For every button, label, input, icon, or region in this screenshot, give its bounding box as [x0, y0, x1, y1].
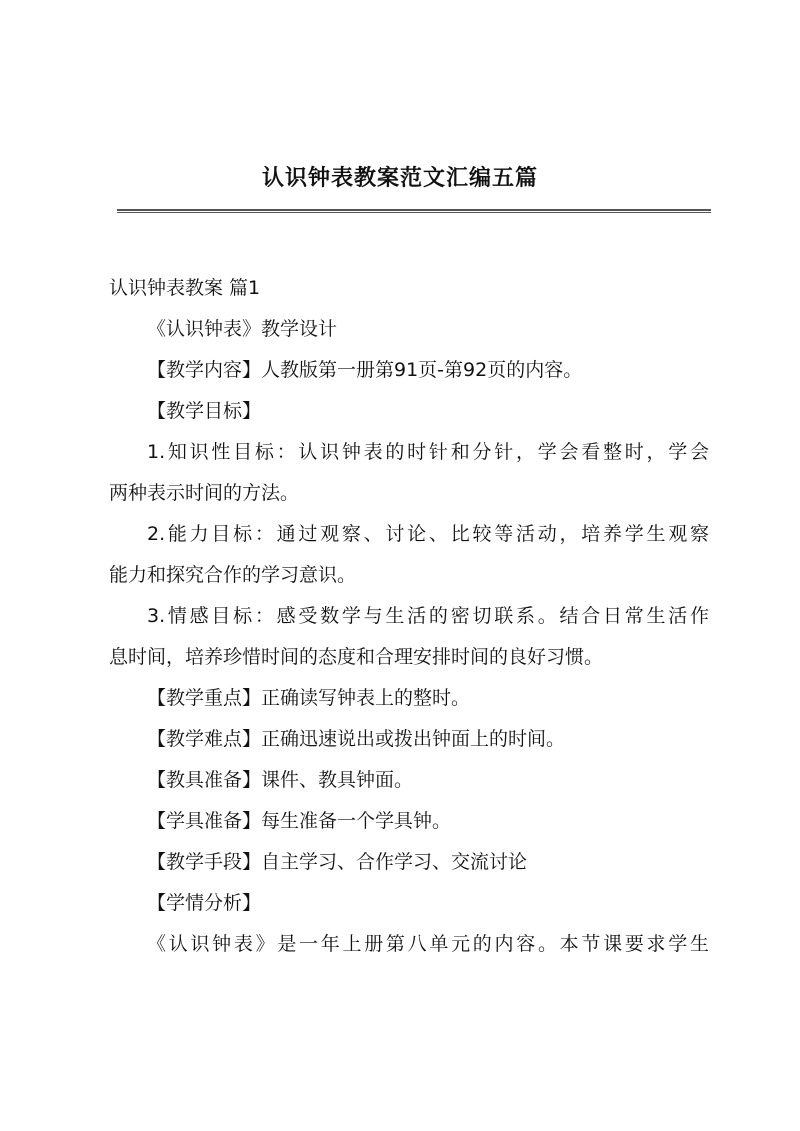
paragraph-line: 能力和探究合作的学习意识。: [109, 564, 357, 586]
paragraph-line: 【教学目标】: [147, 400, 262, 422]
paragraph-line: 2.能力目标：通过观察、讨论、比较等活动，培养学生观察: [147, 523, 709, 545]
paragraph-line: 《认识钟表》是一年上册第八单元的内容。本节课要求学生: [147, 933, 709, 955]
paragraph-line: 【教具准备】课件、教具钟面。: [147, 769, 414, 791]
document-body: [109, 268, 709, 965]
document-title: 认识钟表教案范文汇编五篇: [261, 165, 538, 191]
paragraph-line: 1.知识性目标：认识钟表的时针和分针，学会看整时，学会: [147, 441, 709, 463]
paragraph-line: 【教学手段】自主学习、合作学习、交流讨论: [147, 851, 528, 873]
paragraph-line: 3.情感目标：感受数学与生活的密切联系。结合日常生活作: [147, 605, 709, 627]
paragraph-line: 【教学难点】正确迅速说出或拨出钟面上的时间。: [147, 728, 566, 750]
paragraph-line: 【教学内容】人教版第一册第91页-第92页的内容。: [147, 359, 583, 381]
paragraph-line: 息时间，培养珍惜时间的态度和合理安排时间的良好习惯。: [109, 646, 604, 668]
title-divider: [117, 209, 711, 213]
paragraph-line: 【学具准备】每生准备一个学具钟。: [147, 810, 452, 832]
paragraph-line: 《认识钟表》教学设计: [147, 318, 338, 340]
paragraph-line: 两种表示时间的方法。: [109, 482, 300, 504]
section-heading: 认识钟表教案 篇1: [109, 277, 261, 299]
paragraph-line: 【教学重点】正确读写钟表上的整时。: [147, 687, 471, 709]
paragraph-line: 【学情分析】: [147, 892, 262, 914]
